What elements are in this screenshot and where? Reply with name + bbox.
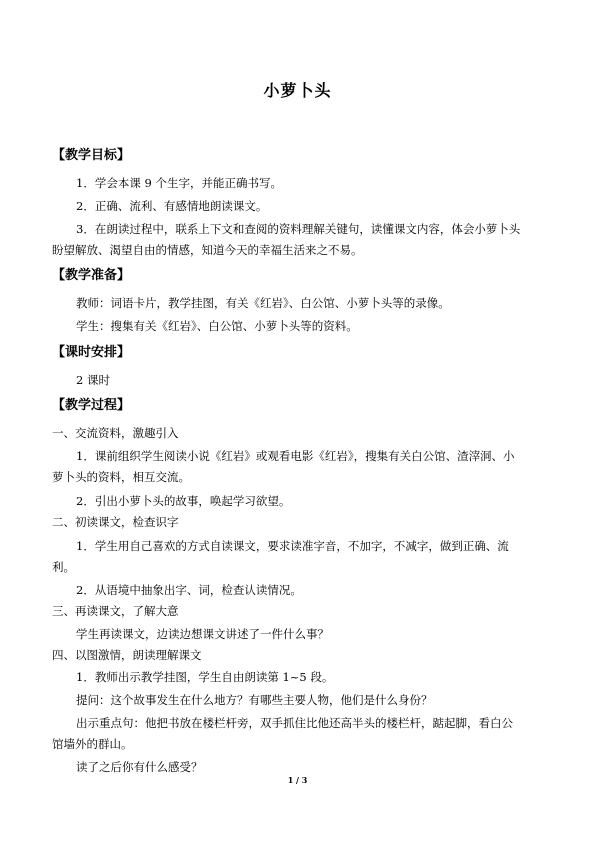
goal-item: 1．学会本课 9 个生字，并能正确书写。: [76, 176, 282, 190]
process-line: 学生再读课文，边读边想课文讲述了一件什么事？: [76, 627, 329, 641]
schedule-item: 2 课时: [76, 373, 110, 387]
process-step-heading: 一、交流资料，激趣引入: [52, 426, 179, 440]
process-step-heading: 三、再读课文，了解大意: [52, 604, 179, 618]
process-line: 1．学生用自己喜欢的方式自读课文，要求读准字音，不加字，不减字，做到正确、流: [76, 539, 509, 553]
document-title: 小萝卜头: [263, 81, 332, 100]
prep-item: 教师：词语卡片，教学挂图，有关《红岩》、白公馆、小萝卜头等的录像。: [76, 296, 450, 310]
goal-item: 3．在朗读过程中，联系上下文和查阅的资料理解关键句，读懂课文内容，体会小萝卜头: [76, 222, 521, 236]
process-line-continuation: 利。: [52, 560, 75, 574]
process-line: 1．课前组织学生阅读小说《红岩》或观看电影《红岩》，搜集有关白公馆、渣滓洞、小: [76, 449, 515, 463]
goal-item: 2．正确、流利、有感情地朗读课文。: [76, 199, 268, 213]
process-line: 读了之后你有什么感受？: [76, 760, 203, 774]
process-line: 提问：这个故事发生在什么地方？有哪些主要人物，他们是什么身份？: [76, 693, 433, 707]
process-line: 2．引出小萝卜头的故事，唤起学习欲望。: [76, 494, 291, 508]
prep-item: 学生：搜集有关《红岩》、白公馆、小萝卜头等的资料。: [76, 319, 358, 333]
process-line: 1．教师出示教学挂图，学生自由朗读第 1~5 段。: [76, 670, 334, 684]
process-line: 2．从语境中抽象出字、词，检查认读情况。: [76, 583, 302, 597]
section-heading-prep: 【教学准备】: [52, 268, 131, 283]
section-heading-goals: 【教学目标】: [52, 148, 131, 163]
page-number: 1 / 3: [287, 775, 308, 785]
process-line-continuation: 萝卜头的资料，相互交流。: [52, 470, 190, 484]
process-step-heading: 二、初读课文，检查识字: [52, 515, 179, 529]
process-line-continuation: 馆墙外的群山。: [52, 737, 133, 751]
section-heading-process: 【教学过程】: [52, 398, 131, 413]
goal-item-continuation: 盼望解放、渴望自由的情感，知道今天的幸福生活来之不易。: [52, 243, 363, 257]
process-line: 出示重点句：他把书放在楼栏杆旁，双手抓住比他还高半头的楼栏杆，踮起脚，看白公: [76, 716, 513, 730]
process-step-heading: 四、以图激情，朗读理解课文: [52, 648, 202, 662]
section-heading-schedule: 【课时安排】: [52, 345, 131, 360]
